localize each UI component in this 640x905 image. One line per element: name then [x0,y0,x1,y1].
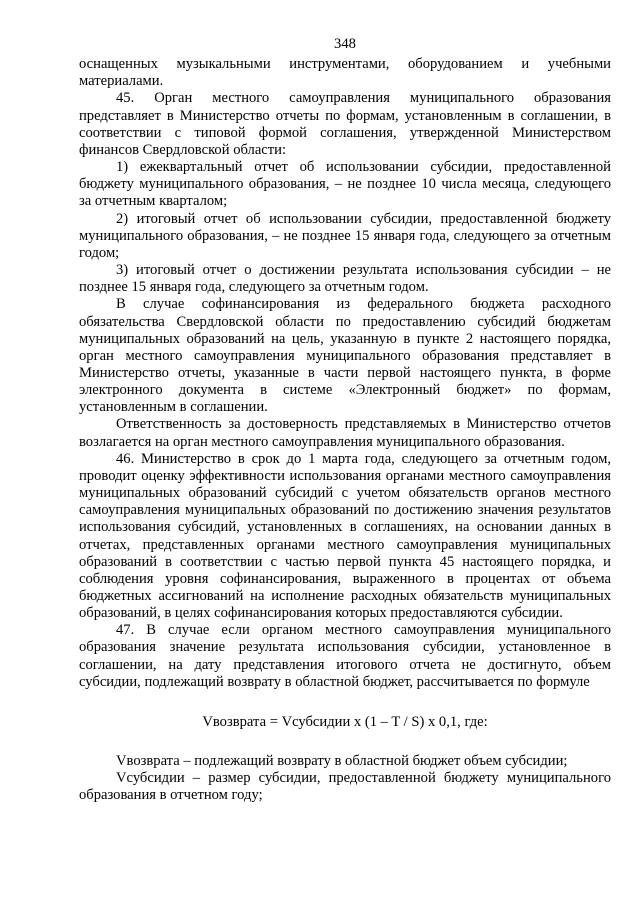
paragraph-continuation: оснащенных музыкальными инструментами, оборудованием и учебными материалами. [79,56,611,90]
paragraph-item-46: 46. Министерство в срок до 1 марта года, следующего за отчетным годом, проводит оценку эффективности использования органами местного самоуправления муниципальных образований субсидий с учетом обязательств органов местного самоуправления муниципальных образований по достижению значения результатов использования субсидий, установленных в соглашениях, на основании данных в отчетах, представленных органами местного самоуправления муниципальных образований в соответствии с частью первой пункта 45 настоящего порядка, и соблюдения уровня софинансирования, выраженного в процентах от объема бюджетных ассигнований на исполнение расходных обязательств муниципальных образований, в целях софинансирования которых предоставляются субсидии. [79,450,611,622]
paragraph-cofinancing: В случае софинансирования из федерального бюджета расходного обязательства Свердловской области по предоставлению субсидий бюджетам муниципальных образований на цель, указанную в пункте 2 настоящего порядка, орган местного самоуправления муниципального образования представляет в Министерство отчеты, указанные в части первой настоящего пункта, в форме электронного документа в системе «Электронный бюджет» по формам, установленным в соглашении. [79,296,611,416]
page-number: 348 [334,36,356,52]
paragraph-responsibility: Ответственность за достоверность представляемых в Министерство отчетов возлагается на орган местного самоуправления муниципального образования. [79,416,611,450]
formula: Vвозврата = Vсубсидии x (1 – T / S) x 0,1, где: [202,713,488,730]
paragraph-item-47: 47. В случае если органом местного самоуправления муниципального образования значение результата использования субсидии, установленное в соглашении, на дату представления итогового отчета не достигнуто, объем субсидии, подлежащий возврату в областной бюджет, рассчитывается по формуле [79,622,611,690]
definition-v-subsidy: Vсубсидии – размер субсидии, предоставленной бюджету муниципального образования в отчетном году; [79,770,611,804]
definition-v-return: Vвозврата – подлежащий возврату в областной бюджет объем субсидии; [116,753,568,770]
document-page [79,36,611,805]
paragraph-subitem-1: 1) ежеквартальный отчет об использовании субсидии, предоставленной бюджету муниципального образования, – не позднее 10 числа месяца, следующего за отчетным кварталом; [79,159,611,210]
paragraph-subitem-2: 2) итоговый отчет об использовании субсидии, предоставленной бюджету муниципального образования, – не позднее 15 января года, следующего за отчетным годом; [79,210,611,261]
paragraph-item-45: 45. Орган местного самоуправления муниципального образования представляет в Министерство отчеты по формам, установленным в соглашении, в соответствии с типовой формой соглашения, утвержденной Министерством финансов Свердловской области: [79,90,611,158]
paragraph-subitem-3: 3) итоговый отчет о достижении результата использования субсидии – не позднее 15 января года, следующего за отчетным годом. [79,262,611,296]
